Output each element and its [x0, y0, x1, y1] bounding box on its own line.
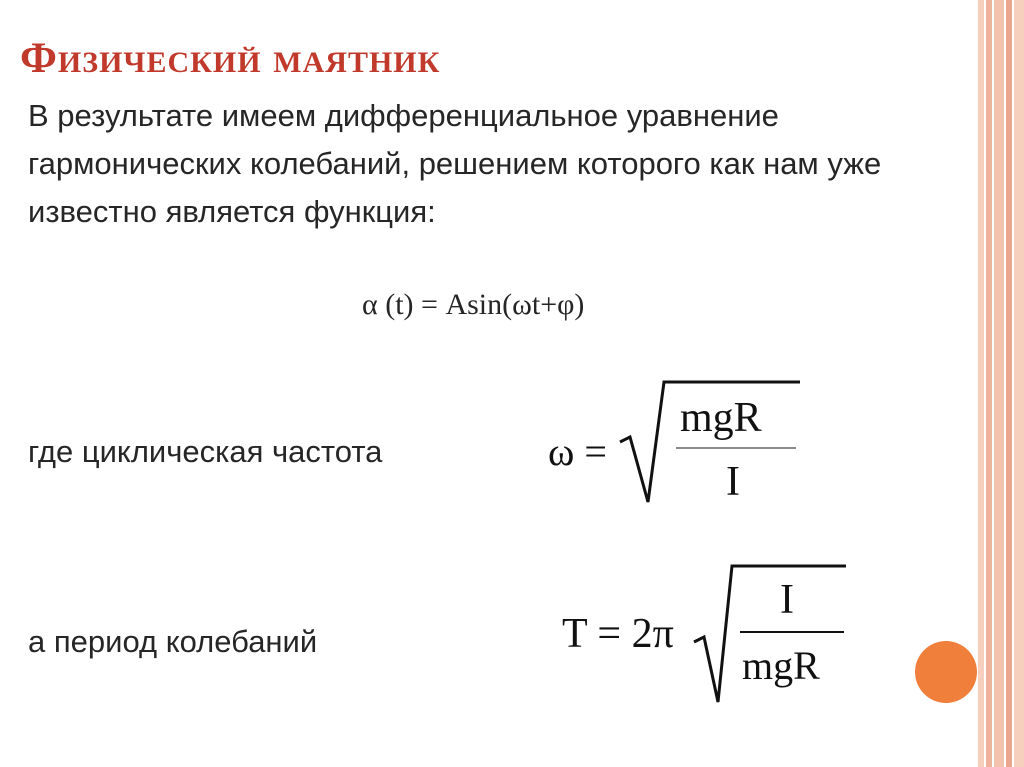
period-denominator: mgR [742, 643, 820, 688]
freq-lhs: ω = [548, 429, 607, 474]
freq-numerator: mgR [680, 395, 762, 441]
period-lhs: T = 2π [562, 611, 674, 657]
period-label: а период колебаний [28, 624, 318, 659]
period-formula [562, 562, 852, 707]
freq-sqrt-sign [548, 380, 808, 510]
freq-formula [548, 380, 808, 510]
decorative-circle [915, 641, 977, 703]
freq-denominator: I [726, 459, 740, 505]
freq-label: где циклическая частота [28, 434, 383, 469]
intro-paragraph: В результате имеем дифференциальное уравнение гармонических колебаний, решением которого как нам уже известно является функция: [28, 98, 882, 229]
period-numerator: I [780, 577, 794, 623]
main-equation: α (t) = Asin(ωt+φ) [362, 288, 585, 321]
slide-title: Физический маятник [20, 35, 441, 82]
